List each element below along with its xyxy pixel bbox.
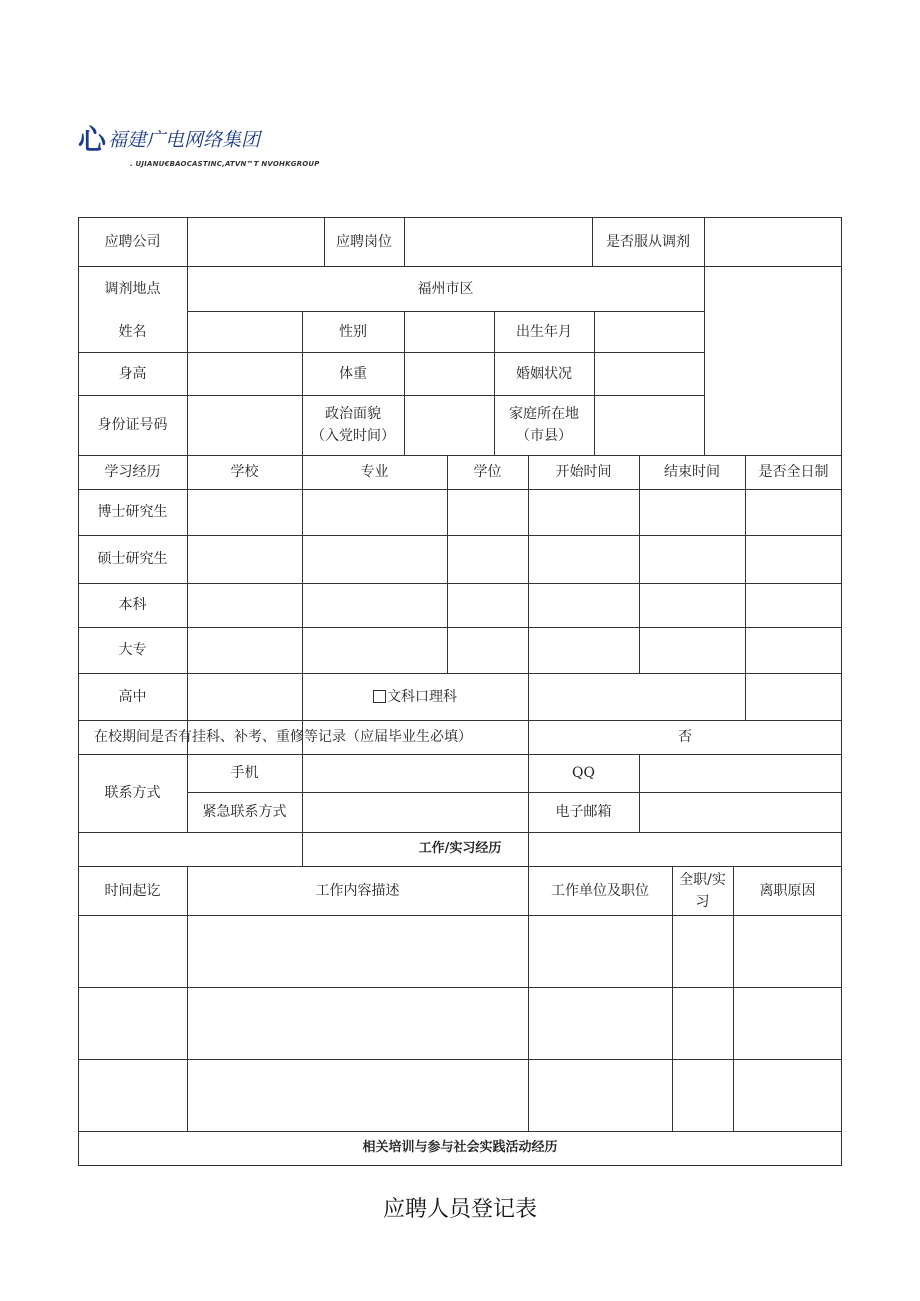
- adjust-field[interactable]: [704, 217, 842, 266]
- marital-label: 婚姻状况: [516, 365, 572, 382]
- retake-question: 在校期间是否有挂科、补考、重修等记录（应届毕业生必填）: [94, 729, 472, 745]
- home-label: [494, 395, 594, 455]
- work-header-type-line1: 全职/实: [679, 871, 726, 888]
- work-header-description: 工作内容描述: [315, 882, 400, 899]
- home-label-sub: （市县）: [516, 428, 572, 444]
- registration-form: [78, 217, 842, 1166]
- subject-arts: 文科: [387, 688, 415, 705]
- subject-choice[interactable]: [302, 673, 528, 720]
- position-field[interactable]: [404, 217, 592, 266]
- name-label: 姓名: [118, 323, 147, 340]
- retake-answer[interactable]: 否: [678, 729, 692, 745]
- edu-header-school: 学校: [230, 464, 259, 480]
- grid-line: [78, 489, 842, 490]
- subject-science: 口理科: [415, 688, 457, 705]
- work-header-reason: 离职原因: [759, 882, 816, 899]
- id-label: 身份证号码: [97, 417, 168, 433]
- weight-field[interactable]: [404, 352, 494, 395]
- work-row-3-description[interactable]: [187, 1059, 528, 1131]
- logo-icon: 心: [78, 123, 105, 156]
- org-name: 福建广电网络集团: [108, 128, 261, 151]
- gender-field[interactable]: [404, 311, 494, 352]
- edu-row-phd: 博士研究生: [97, 504, 168, 520]
- location-label: 调剂地点: [104, 280, 161, 297]
- birth-label: 出生年月: [516, 323, 572, 340]
- position-label: 应聘岗位: [336, 233, 392, 250]
- edu-row-highschool: 高中: [118, 688, 147, 705]
- qq-label: QQ: [572, 765, 595, 781]
- gender-label: 性别: [339, 323, 367, 340]
- contact-label: 联系方式: [104, 785, 161, 801]
- company-label: 应聘公司: [104, 233, 161, 250]
- org-name-en: . UJIANU€BAOCASTINC,ATVN™T NVOHKGROUP: [130, 160, 320, 168]
- phone-field[interactable]: [302, 754, 528, 792]
- height-field[interactable]: [187, 352, 302, 395]
- adjust-label: 是否服从调剂: [606, 233, 690, 250]
- edu-header-degree: 学位: [473, 464, 502, 480]
- edu-row-master: 硕士研究生: [97, 551, 168, 567]
- home-label-main: 家庭所在地: [509, 406, 579, 422]
- work-row-1-description[interactable]: [187, 915, 528, 987]
- work-header-type: [672, 866, 733, 915]
- qq-field[interactable]: [639, 754, 842, 792]
- marital-field[interactable]: [594, 352, 704, 395]
- work-header-type-line2: 习: [695, 893, 710, 910]
- company-logo: [78, 118, 320, 168]
- political-label-main: 政治面貌: [325, 406, 381, 422]
- weight-label: 体重: [339, 365, 367, 382]
- emergency-field[interactable]: [302, 792, 528, 832]
- political-field[interactable]: [404, 395, 494, 455]
- name-field[interactable]: [187, 311, 302, 352]
- edu-row-bachelor: 本科: [118, 597, 147, 613]
- edu-row-college: 大专: [118, 642, 147, 658]
- height-label: 身高: [118, 365, 147, 382]
- political-label: [302, 395, 404, 455]
- work-header-employer: 工作单位及职位: [551, 882, 649, 899]
- work-row-2-description[interactable]: [187, 987, 528, 1059]
- edu-header-start: 开始时间: [555, 464, 612, 480]
- photo-area: [704, 266, 842, 455]
- emergency-label: 紧急联系方式: [202, 804, 287, 820]
- email-field[interactable]: [639, 792, 842, 832]
- company-field[interactable]: [187, 217, 324, 266]
- location-value[interactable]: 福州市区: [417, 280, 474, 297]
- edu-header-major: 专业: [360, 464, 389, 480]
- training-section-title: 相关培训与参与社会实践活动经历: [362, 1140, 558, 1155]
- grid-line: [78, 627, 842, 628]
- work-section-title: 工作/实习经历: [418, 841, 502, 856]
- work-header-period: 时间起讫: [104, 882, 161, 899]
- grid-line: [78, 535, 842, 536]
- grid-line: [78, 1165, 842, 1166]
- grid-line: [78, 583, 842, 584]
- edu-header-fulltime: 是否全日制: [758, 464, 829, 480]
- form-caption: 应聘人员登记表: [382, 1197, 537, 1222]
- edu-header-end: 结束时间: [664, 464, 720, 480]
- edu-header-stage: 学习经历: [104, 464, 161, 480]
- birth-field[interactable]: [594, 311, 704, 352]
- home-field[interactable]: [594, 395, 704, 455]
- political-label-sub: （入党时间）: [311, 428, 395, 444]
- id-field[interactable]: [187, 395, 302, 455]
- phone-label: 手机: [230, 765, 259, 781]
- email-label: 电子邮箱: [555, 804, 612, 820]
- checkbox-icon[interactable]: [373, 690, 386, 703]
- grid-line: [745, 455, 746, 720]
